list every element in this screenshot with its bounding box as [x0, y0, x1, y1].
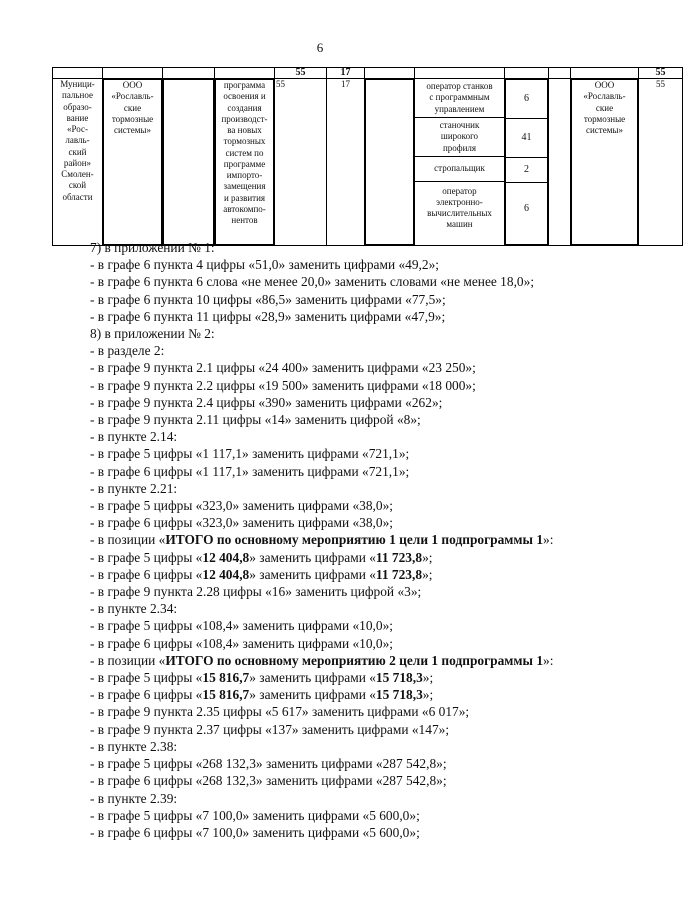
text-line: [90, 549, 610, 566]
text-line: - в графе 6 цифры «7 100,0» заменить цифрами «5 600,0»;: [90, 824, 420, 840]
header-value: 17: [327, 68, 365, 79]
text-fragment: - в графе 5 цифры «: [90, 549, 203, 565]
text-fragment: - в графе 5 цифры «: [90, 670, 203, 686]
data-table: [52, 67, 683, 246]
text-line: - в графе 5 цифры «323,0» заменить цифрами «38,0»;: [90, 498, 394, 514]
job-count: 6: [506, 80, 547, 119]
text-line: [90, 669, 610, 686]
text-line: - в графе 6 пункта 6 слова «не менее 20,0» заменить словами «не менее 18,0»;: [90, 274, 535, 290]
text-line: - в графе 9 пункта 2.11 цифры «14» заменить цифрой «8»;: [90, 412, 421, 428]
table-header-row: [53, 68, 683, 79]
text-fragment: » заменить цифрами «: [249, 566, 376, 582]
bold-fragment: 15 718,3: [375, 670, 423, 686]
page-number: 6: [316, 40, 324, 55]
text-fragment: »;: [422, 549, 433, 565]
value-cell: 55: [639, 79, 683, 246]
amendments-text: [90, 239, 610, 841]
text-line: - в графе 9 пункта 2.2 цифры «19 500» заменить цифрами «18 000»;: [90, 377, 476, 393]
text-fragment: » заменить цифрами «: [249, 687, 376, 703]
text-fragment: »;: [422, 687, 434, 703]
bold-fragment: 12 404,8: [202, 549, 250, 565]
job-title: оператор электронно- вычислительных машин: [427, 185, 492, 230]
text-line: - в графе 9 пункта 2.28 цифры «16» заменить цифрой «3»;: [90, 584, 422, 600]
text-line: - в пункте 2.14:: [90, 429, 178, 445]
text-line: - в графе 9 пункта 2.4 цифры «390» заменить цифрами «262»;: [90, 394, 443, 410]
text-fragment: - в позиции «: [90, 652, 166, 668]
bold-fragment: 15 816,7: [202, 670, 250, 686]
text-line: - в графе 5 цифры «268 132,3» заменить цифрами «287 542,8»;: [90, 756, 447, 772]
text-line: - в пункте 2.39:: [90, 790, 178, 806]
text-line: - в графе 6 цифры «268 132,3» заменить цифрами «287 542,8»;: [90, 773, 447, 789]
bold-fragment: ИТОГО по основному мероприятию 1 цели 1 подпрограммы 1: [165, 532, 544, 548]
municipality-cell: Муници- пальное образо- вание «Рос- лавль- ский район» Смолен- ской области: [53, 79, 103, 246]
text-fragment: - в графе 6 цифры «: [90, 566, 203, 582]
text-line: 7) в приложении № 1:: [90, 240, 215, 255]
text-line: [90, 566, 610, 583]
text-fragment: »;: [422, 566, 433, 582]
program-cell: программа освоения и создания производст- ва новых тормозных систем по программе импорто- замещения и развития автокомпо- нентов: [215, 79, 274, 245]
text-line: - в графе 9 пункта 2.35 цифры «5 617» заменить цифрами «6 017»;: [90, 704, 470, 720]
org-cell-right: ООО «Рославль- ские тормозные системы»: [571, 79, 638, 245]
text-fragment: - в графе 6 цифры «: [90, 687, 203, 703]
text-line: - в графе 5 цифры «7 100,0» заменить цифрами «5 600,0»;: [90, 807, 420, 823]
text-line: [90, 686, 610, 703]
text-line: - в графе 6 пункта 4 цифры «51,0» заменить цифрами «49,2»;: [90, 257, 440, 273]
job-title: станочник широкого профиля: [415, 118, 504, 157]
value-cell: 17: [327, 79, 365, 246]
bold-fragment: 11 723,8: [375, 549, 423, 565]
table-row: [53, 79, 683, 246]
job-count: 6: [524, 202, 529, 214]
text-fragment: » заменить цифрами «: [249, 549, 376, 565]
text-line: - в разделе 2:: [90, 343, 165, 359]
text-line: - в графе 6 цифры «108,4» заменить цифрами «10,0»;: [90, 635, 394, 651]
text-line: 8) в приложении № 2:: [90, 326, 215, 342]
text-line: - в графе 5 цифры «108,4» заменить цифрами «10,0»;: [90, 618, 394, 634]
text-line: [90, 531, 610, 548]
text-fragment: »;: [422, 670, 434, 686]
bold-fragment: 12 404,8: [202, 566, 250, 582]
text-line: - в графе 9 пункта 2.1 цифры «24 400» заменить цифрами «23 250»;: [90, 360, 476, 376]
bold-fragment: 15 718,3: [375, 687, 423, 703]
bold-fragment: 15 816,7: [202, 687, 250, 703]
text-line: - в графе 6 пункта 10 цифры «86,5» заменить цифрами «77,5»;: [90, 291, 446, 307]
text-line: - в графе 5 цифры «1 117,1» заменить цифрами «721,1»;: [90, 446, 410, 462]
text-fragment: - в позиции «: [90, 532, 166, 548]
bold-fragment: 11 723,8: [375, 566, 423, 582]
text-line: - в пункте 2.34:: [90, 601, 178, 617]
text-line: - в графе 6 цифры «1 117,1» заменить цифрами «721,1»;: [90, 463, 410, 479]
text-line: - в графе 6 цифры «323,0» заменить цифрами «38,0»;: [90, 515, 394, 531]
text-fragment: »:: [543, 532, 554, 548]
text-line: - в графе 9 пункта 2.37 цифры «137» заменить цифрами «147»;: [90, 721, 450, 737]
job-title: стропальщик: [415, 157, 504, 182]
text-fragment: »:: [543, 652, 554, 668]
text-line: [90, 652, 610, 669]
text-fragment: » заменить цифрами «: [249, 670, 376, 686]
text-line: - в графе 6 пункта 11 цифры «28,9» заменить цифрами «47,9»;: [90, 308, 446, 324]
job-title: оператор станков с программным управлением: [415, 79, 504, 118]
job-count: 41: [506, 119, 547, 158]
text-line: - в пункте 2.38:: [90, 738, 178, 754]
header-value: 55: [275, 68, 327, 79]
text-line: - в пункте 2.21:: [90, 480, 178, 496]
bold-fragment: ИТОГО по основному мероприятию 2 цели 1 подпрограммы 1: [165, 652, 544, 668]
header-value: 55: [639, 68, 683, 79]
job-count: 2: [506, 158, 547, 183]
org-cell-left: ООО «Рославль- ские тормозные системы»: [103, 79, 162, 245]
value-cell: 55: [275, 79, 327, 246]
